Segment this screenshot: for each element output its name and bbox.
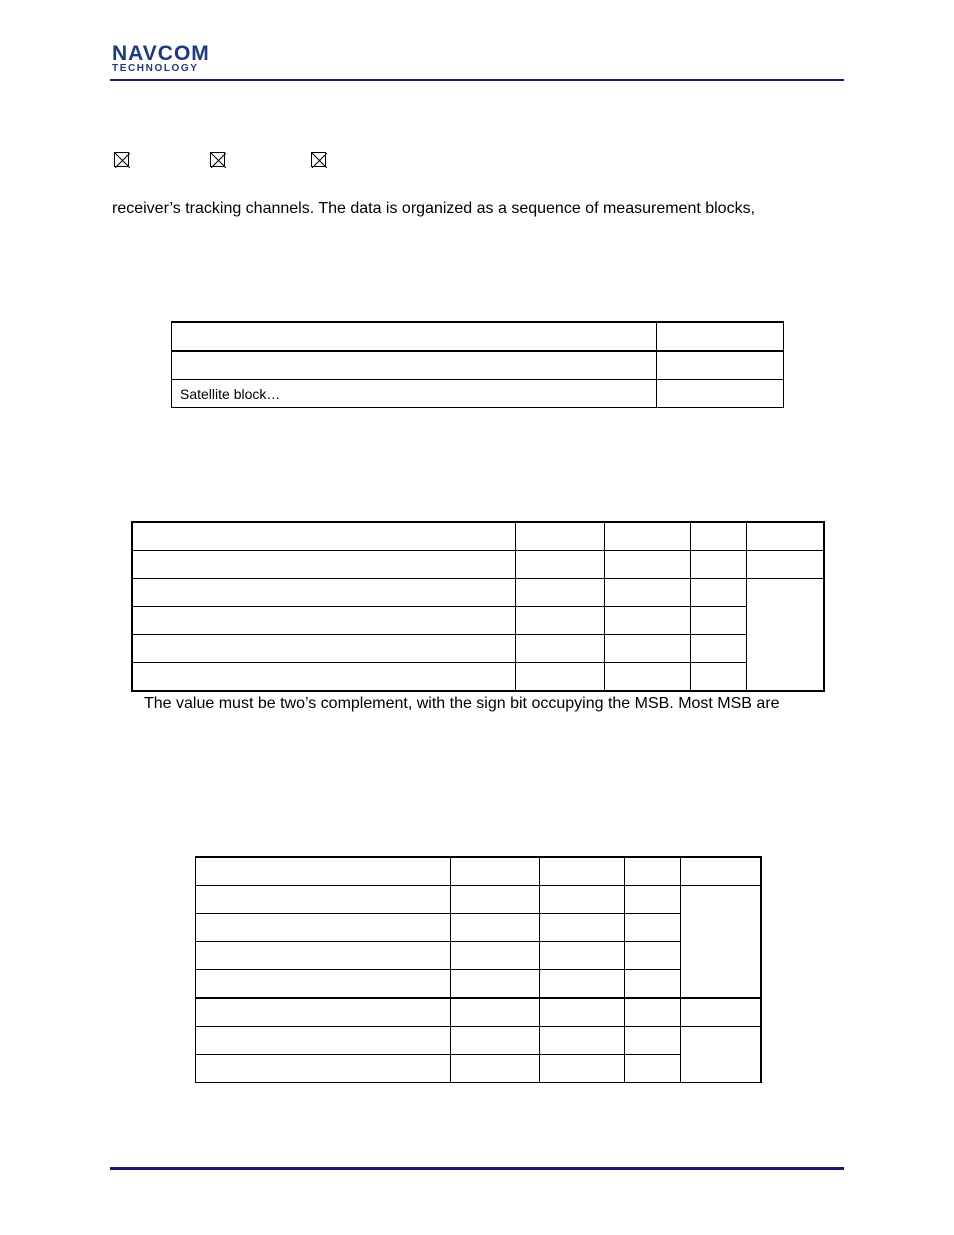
table-row	[196, 970, 761, 999]
checkbox-2[interactable]	[210, 152, 225, 167]
table-cell	[132, 579, 515, 607]
table-row	[196, 1027, 761, 1055]
table-row	[132, 522, 824, 551]
checked-box-icon	[115, 153, 130, 168]
table-cell	[451, 886, 540, 914]
table-cell	[625, 1055, 681, 1083]
checked-box-icon	[312, 153, 327, 168]
table-cell	[451, 1055, 540, 1083]
header-rule	[110, 79, 844, 81]
table-cell	[746, 551, 824, 579]
table-cell	[515, 635, 604, 663]
table-row	[132, 635, 824, 663]
table-row	[196, 914, 761, 942]
table-cell	[132, 663, 515, 692]
table-cell	[515, 551, 604, 579]
table-cell	[196, 914, 451, 942]
checked-box-icon	[211, 153, 226, 168]
table-cell	[540, 1027, 625, 1055]
table-cell	[172, 322, 657, 351]
table-cell	[451, 914, 540, 942]
table-cell	[625, 886, 681, 914]
table-row	[196, 942, 761, 970]
table-cell	[604, 635, 690, 663]
table-cell	[540, 914, 625, 942]
table-cell	[690, 551, 746, 579]
table-cell	[625, 914, 681, 942]
table-row	[196, 886, 761, 914]
table-cell	[604, 607, 690, 635]
table-row	[172, 322, 784, 351]
table-cell	[681, 998, 761, 1027]
table-cell	[604, 551, 690, 579]
table-cell	[540, 886, 625, 914]
table-cell	[681, 1027, 761, 1083]
table-cell	[657, 322, 784, 351]
checkbox-1[interactable]	[114, 152, 129, 167]
table-cell	[681, 886, 761, 999]
satellite-block-table	[195, 856, 762, 1083]
table-cell	[132, 522, 515, 551]
table-cell	[451, 942, 540, 970]
footer-rule	[110, 1167, 844, 1170]
table-row	[132, 551, 824, 579]
header-fields-table	[131, 521, 825, 692]
table-cell	[690, 522, 746, 551]
table-cell	[625, 857, 681, 886]
table-cell	[451, 998, 540, 1027]
table-cell	[690, 663, 746, 692]
table-cell	[196, 998, 451, 1027]
table-cell	[540, 1055, 625, 1083]
table-row	[196, 1055, 761, 1083]
table-cell	[681, 857, 761, 886]
table-cell	[540, 970, 625, 999]
table-cell	[540, 857, 625, 886]
table-cell	[604, 663, 690, 692]
table-cell	[515, 579, 604, 607]
table-cell	[540, 998, 625, 1027]
table-row	[172, 380, 784, 408]
table-cell	[625, 998, 681, 1027]
logo-subtitle: TECHNOLOGY	[112, 63, 199, 74]
logo-wordmark: NAVCOM	[112, 42, 210, 65]
table-cell	[625, 1027, 681, 1055]
table-cell	[746, 522, 824, 551]
table-cell	[515, 522, 604, 551]
table-row	[132, 579, 824, 607]
table-cell	[132, 635, 515, 663]
table-cell	[625, 970, 681, 999]
table-cell	[657, 351, 784, 380]
table-row	[172, 351, 784, 380]
table-cell	[625, 942, 681, 970]
table-cell	[132, 607, 515, 635]
body-paragraph-2: The value must be two’s complement, with the sign bit occupying the MSB. Most MSB are	[144, 695, 780, 712]
checkbox-3[interactable]	[311, 152, 326, 167]
table-cell	[196, 1055, 451, 1083]
table-row	[132, 663, 824, 692]
table-cell	[540, 942, 625, 970]
table-row	[196, 857, 761, 886]
table-cell	[132, 551, 515, 579]
table-cell	[451, 857, 540, 886]
table-cell	[196, 942, 451, 970]
table-cell	[196, 886, 451, 914]
table-cell	[196, 857, 451, 886]
table-cell	[515, 607, 604, 635]
navcom-logo	[112, 43, 210, 74]
table-row	[132, 607, 824, 635]
table-cell	[604, 522, 690, 551]
table-cell	[196, 970, 451, 999]
table-cell	[451, 970, 540, 999]
table-cell	[690, 579, 746, 607]
body-paragraph-1: receiver’s tracking channels. The data is organized as a sequence of measurement blocks,	[112, 200, 756, 217]
table-cell	[172, 351, 657, 380]
table-cell	[690, 607, 746, 635]
table-cell	[746, 579, 824, 692]
table-cell	[657, 380, 784, 408]
table-cell	[196, 1027, 451, 1055]
table-row	[196, 998, 761, 1027]
message-structure-table	[171, 321, 784, 408]
table-cell	[690, 635, 746, 663]
table-cell	[451, 1027, 540, 1055]
table-cell: Satellite block…	[172, 380, 657, 408]
table-cell	[604, 579, 690, 607]
table-cell	[515, 663, 604, 692]
